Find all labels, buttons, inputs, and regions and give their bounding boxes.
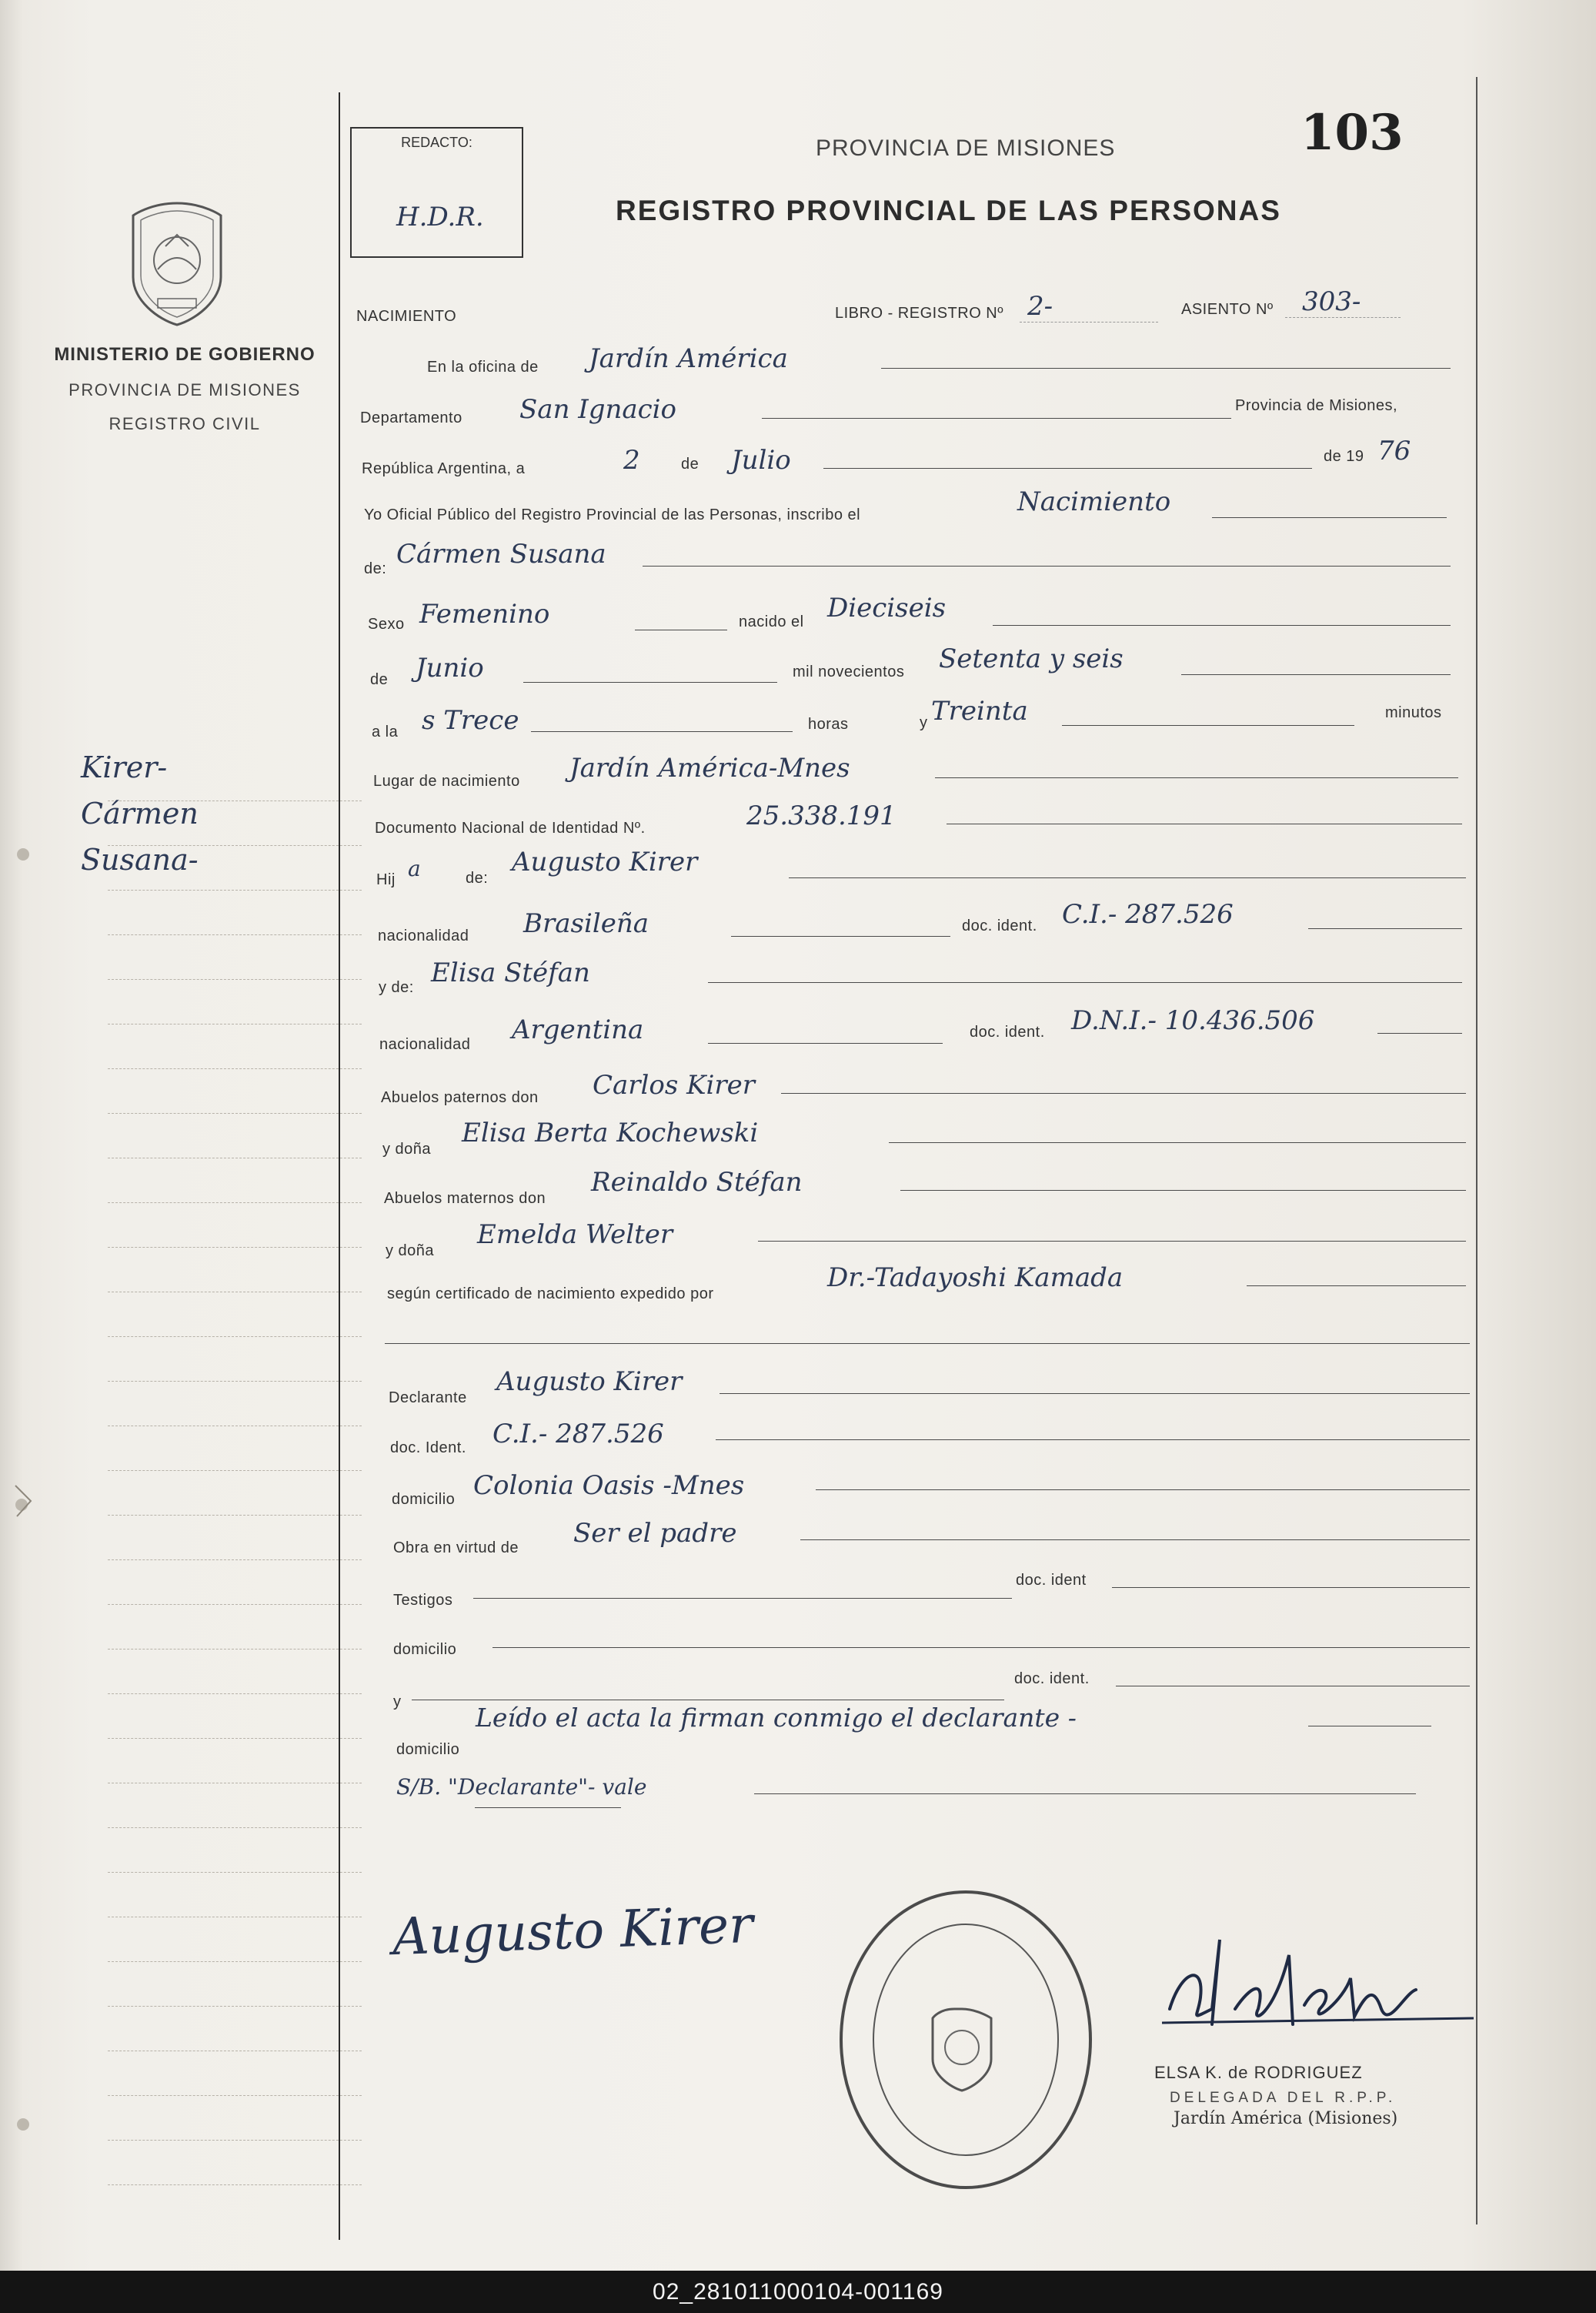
fill-line xyxy=(731,936,950,937)
oficina-value: Jardín América xyxy=(589,343,788,374)
closing-value: Leído el acta la firman conmigo el declarante - xyxy=(476,1703,1077,1733)
margin-rule xyxy=(339,92,340,2240)
y-dona-label: y doña xyxy=(382,1141,432,1158)
declarante-value: Augusto Kirer xyxy=(496,1366,683,1397)
abuelo-materno-value: Reinaldo Stéfan xyxy=(591,1167,803,1198)
province-title: PROVINCIA DE MISIONES xyxy=(816,135,1116,161)
ruled-line xyxy=(108,1470,362,1471)
ruled-line xyxy=(108,1738,362,1739)
fill-line xyxy=(1285,317,1401,318)
fill-line xyxy=(720,1393,1470,1394)
fill-line xyxy=(881,368,1451,369)
fill-line xyxy=(1112,1587,1470,1588)
ruled-line xyxy=(108,979,362,980)
mil-label: mil novecientos xyxy=(793,663,905,680)
ruled-line xyxy=(108,1247,362,1248)
lugar-value: Jardín América-Mnes xyxy=(569,753,850,784)
minutos-label: minutos xyxy=(1385,704,1442,721)
y-dona2-label: y doña xyxy=(386,1242,435,1259)
fill-line xyxy=(1377,1033,1462,1034)
official-name: ELSA K. de RODRIGUEZ xyxy=(1154,2063,1363,2082)
folio-number: 103 xyxy=(1301,104,1404,162)
ruled-line xyxy=(108,1202,362,1203)
fill-line xyxy=(1181,674,1451,675)
nacido-label: nacido el xyxy=(739,613,804,630)
ruled-line xyxy=(108,1872,362,1873)
domicilio-label: domicilio xyxy=(392,1491,456,1508)
ministry-name: MINISTERIO DE GOBIERNO xyxy=(54,344,316,365)
margin-note-name2: Susana- xyxy=(81,843,199,877)
day-value: 2 xyxy=(623,445,640,476)
provincia-label: Provincia de Misiones, xyxy=(1235,397,1398,414)
fill-line xyxy=(762,418,1231,419)
fill-line xyxy=(800,1539,1470,1540)
child-name-value: Cármen Susana xyxy=(396,539,606,570)
father-nationality-value: Brasileña xyxy=(523,908,649,939)
republica-label: República Argentina, a xyxy=(362,460,526,477)
departamento-label: Departamento xyxy=(360,409,462,426)
yo-oficial-label: Yo Oficial Público del Registro Provincial de las Personas, inscribo el xyxy=(364,506,861,523)
horas-label: horas xyxy=(808,716,849,733)
hija-de-label: de: xyxy=(466,870,489,887)
a-las-label: a la xyxy=(372,724,399,740)
right-rule xyxy=(1476,77,1477,2224)
fill-line xyxy=(492,1647,1470,1648)
margin-note-surname: Kirer- xyxy=(81,750,168,784)
mother-value: Elisa Stéfan xyxy=(431,958,590,988)
de-label: de xyxy=(681,456,700,473)
declarante-doc-value: C.I.- 287.526 xyxy=(492,1419,664,1449)
ruled-line xyxy=(108,1961,362,1962)
binding-marks xyxy=(0,808,46,2194)
certificado-value: Dr.-Tadayoshi Kamada xyxy=(827,1262,1124,1293)
underline xyxy=(475,1807,621,1808)
fill-line xyxy=(1020,322,1158,323)
declarante-label: Declarante xyxy=(389,1389,467,1406)
domicilio3-label: domicilio xyxy=(396,1741,460,1758)
hour-value: s Trece xyxy=(422,705,519,736)
testigos-label: Testigos xyxy=(393,1592,453,1609)
ruled-line xyxy=(108,2006,362,2007)
father-value: Augusto Kirer xyxy=(512,847,698,877)
ruled-line xyxy=(108,1113,362,1114)
ruled-line xyxy=(108,1827,362,1828)
fill-line xyxy=(816,1489,1470,1490)
abuela-materna-value: Emelda Welter xyxy=(477,1219,673,1250)
sexo-label: Sexo xyxy=(368,616,405,633)
ruled-line xyxy=(108,1068,362,1069)
de2-label: de xyxy=(370,671,389,688)
ruled-line xyxy=(108,1693,362,1694)
domicilio-value: Colonia Oasis -Mnes xyxy=(473,1470,745,1501)
nac2-label: nacionalidad xyxy=(379,1036,471,1053)
libro-value: 2- xyxy=(1027,291,1053,322)
fill-line xyxy=(523,682,777,683)
image-caption: 02_281011000104-001169 xyxy=(0,2271,1596,2313)
official-signature xyxy=(1158,1924,1481,2040)
fill-line xyxy=(1247,1285,1466,1286)
doc-ident4-label: doc. ident xyxy=(1016,1572,1087,1589)
year-label: de 19 xyxy=(1324,448,1364,465)
official-role: DELEGADA DEL R.P.P. xyxy=(1170,2090,1397,2106)
fill-line xyxy=(823,468,1312,469)
ministry-registry: REGISTRO CIVIL xyxy=(109,414,261,433)
fill-line xyxy=(385,1343,1470,1344)
year-value: 76 xyxy=(1377,436,1411,466)
fill-line xyxy=(900,1190,1466,1191)
ministry-province: PROVINCIA DE MISIONES xyxy=(68,380,301,399)
ruled-line xyxy=(108,2140,362,2141)
fill-line xyxy=(716,1439,1470,1440)
ruled-line xyxy=(108,2184,362,2185)
ruled-line xyxy=(108,1515,362,1516)
ruled-line xyxy=(108,934,362,935)
fill-line xyxy=(889,1142,1466,1143)
nac-label: nacionalidad xyxy=(378,928,469,944)
ruled-line xyxy=(108,1559,362,1560)
fill-line xyxy=(1212,517,1447,518)
registry-stamp xyxy=(835,1886,1097,2194)
abuelos-paternos-label: Abuelos paternos don xyxy=(381,1089,539,1106)
note-value: S/B. "Declarante"- vale xyxy=(396,1774,647,1800)
fill-line xyxy=(1062,725,1354,726)
margin-note-name1: Cármen xyxy=(81,797,199,831)
doc-ident-label: doc. ident. xyxy=(962,918,1037,934)
redacto-value: H.D.R. xyxy=(396,202,484,232)
dni-label: Documento Nacional de Identidad Nº. xyxy=(375,820,646,837)
fill-line xyxy=(758,1241,1466,1242)
fill-line xyxy=(708,982,1462,983)
lugar-label: Lugar de nacimiento xyxy=(373,773,520,790)
mother-doc-value: D.N.I.- 10.436.506 xyxy=(1071,1005,1315,1036)
ruled-line xyxy=(108,1604,362,1605)
ruled-line xyxy=(108,2095,362,2096)
fill-line xyxy=(789,877,1466,878)
fill-line xyxy=(1308,928,1462,929)
mother-nationality-value: Argentina xyxy=(512,1014,644,1045)
birth-year-value: Setenta y seis xyxy=(939,643,1124,674)
inscribo-value: Nacimiento xyxy=(1017,486,1171,517)
ruled-line xyxy=(108,1381,362,1382)
certificado-label: según certificado de nacimiento expedido por xyxy=(387,1285,714,1302)
month-value: Julio xyxy=(731,445,791,476)
obra-value: Ser el padre xyxy=(573,1518,737,1549)
doc-ident5-label: doc. ident. xyxy=(1014,1670,1090,1687)
obra-label: Obra en virtud de xyxy=(393,1539,519,1556)
hija-label: Hij xyxy=(376,871,396,888)
coat-of-arms-icon xyxy=(127,200,227,327)
abuelo-paterno-value: Carlos Kirer xyxy=(593,1070,756,1101)
de-name-label: de: xyxy=(364,560,387,577)
libro-label: LIBRO - REGISTRO Nº xyxy=(835,305,1004,322)
sexo-value: Femenino xyxy=(419,599,550,630)
departamento-value: San Ignacio xyxy=(519,394,677,425)
fill-line xyxy=(708,1043,943,1044)
record-type-label: NACIMIENTO xyxy=(356,308,457,325)
ruled-line xyxy=(108,890,362,891)
abuelos-maternos-label: Abuelos maternos don xyxy=(384,1190,546,1207)
redacto-box xyxy=(350,127,523,258)
minutes-value: Treinta xyxy=(931,696,1028,727)
abuela-paterna-value: Elisa Berta Kochewski xyxy=(462,1118,759,1148)
asiento-label: ASIENTO Nº xyxy=(1181,301,1274,318)
doc-ident3-label: doc. Ident. xyxy=(390,1439,466,1456)
fill-line xyxy=(643,566,1451,567)
ruled-line xyxy=(108,1336,362,1337)
left-margin xyxy=(31,0,339,2232)
oficina-label: En la oficina de xyxy=(427,359,539,376)
fill-line xyxy=(781,1093,1466,1094)
father-doc-value: C.I.- 287.526 xyxy=(1062,899,1234,930)
fill-line xyxy=(993,625,1451,626)
redacto-label: REDACTO: xyxy=(401,135,472,150)
y2-label: y xyxy=(393,1693,402,1710)
y-label: y xyxy=(920,714,928,731)
official-place: Jardín América (Misiones) xyxy=(1174,2109,1398,2128)
ruled-line xyxy=(108,1649,362,1650)
dni-value: 25.338.191 xyxy=(746,801,896,831)
asiento-value: 303- xyxy=(1302,286,1361,317)
fill-line xyxy=(473,1598,1012,1599)
nacido-value: Dieciseis xyxy=(827,593,947,623)
registry-title: REGISTRO PROVINCIAL DE LAS PERSONAS xyxy=(616,195,1281,226)
fill-line xyxy=(531,731,793,732)
fill-line xyxy=(754,1793,1416,1794)
declarant-signature: Augusto Kirer xyxy=(391,1894,754,1967)
domicilio2-label: domicilio xyxy=(393,1641,457,1658)
birth-month-value: Junio xyxy=(416,653,484,684)
hija-suffix: a xyxy=(408,856,421,881)
y-de-label: y de: xyxy=(379,979,414,996)
fill-line xyxy=(935,777,1458,778)
doc-ident2-label: doc. ident. xyxy=(970,1024,1045,1041)
